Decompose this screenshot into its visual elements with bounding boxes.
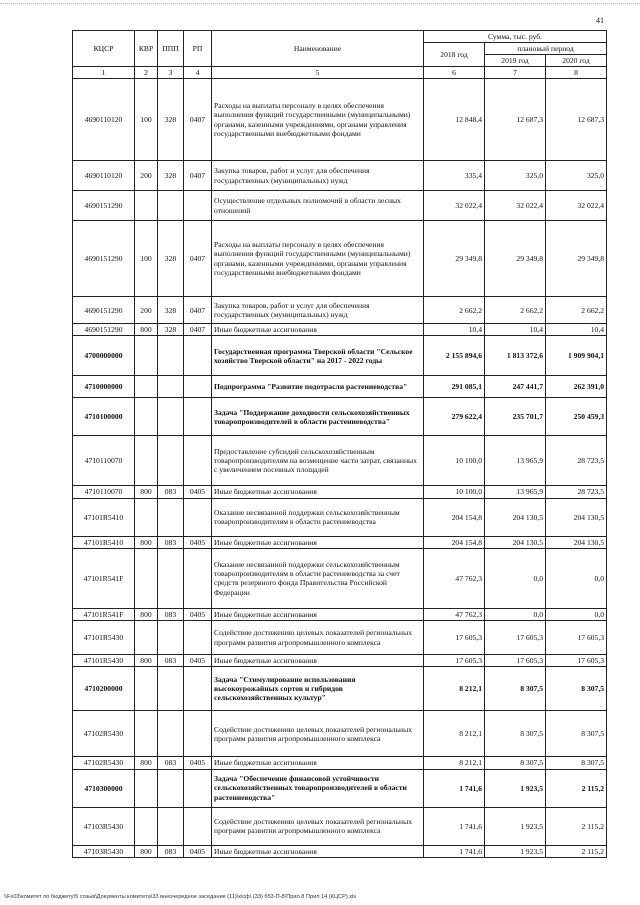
cell-ppp: 083 (158, 608, 184, 620)
cell-name: Закупка товаров, работ и услуг для обеспечения государственных (муниципальных) нужд (212, 297, 424, 324)
budget-table (72, 30, 607, 858)
cell-sum-2020: 0,0 (546, 548, 607, 608)
cell-sum-2018: 8 212,1 (424, 757, 485, 769)
top-border-line (0, 3, 640, 4)
cell-ppp: 328 (158, 161, 184, 191)
table-body (73, 79, 607, 858)
cell-name: Расходы на выплаты персоналу в целях обеспечения выполнения функций государственными (муниципальными) органами, казенными учреждениями, органами управления государственными внебюджетными фондами (212, 221, 424, 297)
cell-kcsr: 4710100000 (73, 398, 135, 436)
table-row (73, 621, 607, 655)
cell-sum-2020: 250 459,3 (546, 398, 607, 436)
cell-sum-2019: 8 307,5 (485, 711, 546, 757)
table-row (73, 324, 607, 336)
cell-sum-2020: 8 307,5 (546, 757, 607, 769)
cell-sum-2020: 2 115,2 (546, 845, 607, 857)
cell-kvr (135, 336, 158, 376)
cell-sum-2020: 17 605,3 (546, 655, 607, 667)
cell-name: Иные бюджетные ассигнования (212, 608, 424, 620)
header-year-2020: 2020 год (546, 55, 607, 67)
cell-sum-2018: 17 605,3 (424, 655, 485, 667)
cell-kvr (135, 807, 158, 845)
cell-sum-2020: 28 723,5 (546, 436, 607, 486)
cell-kcsr: 47102R5430 (73, 711, 135, 757)
cell-kvr: 800 (135, 655, 158, 667)
header-sum: Сумма, тыс. руб. (424, 31, 607, 43)
cell-kcsr: 47103R5430 (73, 845, 135, 857)
table-row (73, 769, 607, 807)
cell-kcsr: 47101R5410 (73, 498, 135, 536)
cell-kcsr: 4700000000 (73, 336, 135, 376)
cell-name: Иные бюджетные ассигнования (212, 845, 424, 857)
cell-sum-2018: 1 741,6 (424, 769, 485, 807)
col-number: 6 (424, 67, 485, 79)
cell-ppp (158, 769, 184, 807)
header-ppp: ППП (158, 31, 184, 67)
cell-kcsr: 4690151290 (73, 324, 135, 336)
cell-sum-2018: 1 741,6 (424, 845, 485, 857)
cell-rp (184, 548, 212, 608)
table-row (73, 336, 607, 376)
cell-sum-2019: 13 965,9 (485, 486, 546, 498)
cell-sum-2018: 29 349,8 (424, 221, 485, 297)
table-row (73, 655, 607, 667)
cell-rp: 0405 (184, 536, 212, 548)
cell-rp (184, 436, 212, 486)
file-path-footer: \\Fs03\комитет по бюджету\5 созыв\Документы комитета\33 внеочередное заседание (11)\к\сф\ (33) б53-П-8\Прил.8 Прил 14 (КЦСР).xls (4, 894, 357, 900)
cell-sum-2019: 13 965,9 (485, 436, 546, 486)
cell-sum-2018: 47 762,3 (424, 608, 485, 620)
page-number: 41 (596, 16, 604, 25)
cell-kvr: 800 (135, 608, 158, 620)
table-row (73, 486, 607, 498)
cell-sum-2020: 10,4 (546, 324, 607, 336)
cell-ppp (158, 498, 184, 536)
cell-sum-2018: 2 662,2 (424, 297, 485, 324)
cell-rp: 0407 (184, 324, 212, 336)
table-row (73, 608, 607, 620)
cell-sum-2019: 2 662,2 (485, 297, 546, 324)
cell-rp: 0405 (184, 757, 212, 769)
cell-kvr (135, 398, 158, 436)
cell-kcsr: 47101R541F (73, 608, 135, 620)
cell-ppp: 083 (158, 536, 184, 548)
col-number: 4 (184, 67, 212, 79)
cell-kvr (135, 548, 158, 608)
cell-sum-2019: 235 701,7 (485, 398, 546, 436)
cell-ppp (158, 398, 184, 436)
table-row (73, 221, 607, 297)
cell-kcsr: 4690151290 (73, 191, 135, 221)
cell-sum-2020: 325,0 (546, 161, 607, 191)
cell-ppp (158, 191, 184, 221)
cell-sum-2020: 2 662,2 (546, 297, 607, 324)
cell-sum-2018: 10 100,0 (424, 486, 485, 498)
table-row (73, 376, 607, 398)
cell-name: Закупка товаров, работ и услуг для обеспечения государственных (муниципальных) нужд (212, 161, 424, 191)
cell-rp (184, 376, 212, 398)
cell-kcsr: 47103R5430 (73, 807, 135, 845)
cell-rp (184, 621, 212, 655)
cell-kcsr: 47102R5430 (73, 757, 135, 769)
cell-name: Расходы на выплаты персоналу в целях обеспечения выполнения функций государственными (муниципальными) органами, казенными учреждениями, органами управления государственными внебюджетными фондами (212, 79, 424, 161)
cell-sum-2019: 247 441,7 (485, 376, 546, 398)
header-kvr: КВР (135, 31, 158, 67)
cell-ppp: 328 (158, 324, 184, 336)
cell-kvr: 100 (135, 221, 158, 297)
cell-rp (184, 807, 212, 845)
cell-sum-2020: 28 723,5 (546, 486, 607, 498)
table-row (73, 398, 607, 436)
cell-rp (184, 191, 212, 221)
cell-kcsr: 47101R541F (73, 548, 135, 608)
cell-rp: 0407 (184, 161, 212, 191)
cell-name: Государственная программа Тверской области "Сельское хозяйство Тверской области" на 2017 - 2022 годы (212, 336, 424, 376)
cell-kcsr: 47101R5410 (73, 536, 135, 548)
table-row (73, 845, 607, 857)
cell-sum-2019: 0,0 (485, 548, 546, 608)
col-number: 7 (485, 67, 546, 79)
cell-sum-2020: 204 130,5 (546, 498, 607, 536)
table-row (73, 191, 607, 221)
cell-kcsr: 4690110120 (73, 79, 135, 161)
cell-sum-2020: 29 349,8 (546, 221, 607, 297)
table-row (73, 161, 607, 191)
cell-rp (184, 336, 212, 376)
cell-kcsr: 4710200000 (73, 667, 135, 711)
cell-name: Оказание несвязанной поддержки сельскохозяйственным товаропроизводителям в области растениеводства за счет средств резервного фонда Правительства Российской Федерации (212, 548, 424, 608)
cell-kvr: 800 (135, 486, 158, 498)
cell-kvr (135, 621, 158, 655)
cell-rp: 0407 (184, 221, 212, 297)
cell-ppp (158, 667, 184, 711)
cell-ppp (158, 711, 184, 757)
cell-sum-2018: 10,4 (424, 324, 485, 336)
cell-kvr: 200 (135, 297, 158, 324)
cell-rp (184, 769, 212, 807)
cell-name: Задача "Стимулирование использования высокоурожайных сортов и гибридов сельскохозяйственных культур" (212, 667, 424, 711)
cell-sum-2020: 1 909 904,1 (546, 336, 607, 376)
cell-sum-2019: 32 022,4 (485, 191, 546, 221)
header-kcsr: КЦСР (73, 31, 135, 67)
cell-kvr: 800 (135, 757, 158, 769)
cell-kcsr: 4710000000 (73, 376, 135, 398)
cell-kvr: 200 (135, 161, 158, 191)
col-number: 2 (135, 67, 158, 79)
cell-sum-2020: 12 687,3 (546, 79, 607, 161)
cell-name: Содействие достижению целевых показателей региональных программ развития агропромышленного комплекса (212, 711, 424, 757)
cell-name: Содействие достижению целевых показателей региональных программ развития агропромышленного комплекса (212, 621, 424, 655)
cell-name: Задача "Обеспечение финансовой устойчивости сельскохозяйственных товаропроизводителей в области растениеводства" (212, 769, 424, 807)
cell-rp: 0405 (184, 608, 212, 620)
cell-sum-2019: 29 349,8 (485, 221, 546, 297)
cell-kvr (135, 711, 158, 757)
cell-ppp: 328 (158, 221, 184, 297)
cell-kvr: 800 (135, 536, 158, 548)
cell-sum-2018: 8 212,1 (424, 667, 485, 711)
cell-rp (184, 498, 212, 536)
cell-sum-2020: 2 115,2 (546, 769, 607, 807)
cell-name: Задача "Поддержание доходности сельскохозяйственных товаропроизводителей в области растениеводства" (212, 398, 424, 436)
cell-sum-2018: 204 154,8 (424, 498, 485, 536)
cell-kcsr: 47101R5430 (73, 655, 135, 667)
cell-sum-2019: 12 687,3 (485, 79, 546, 161)
cell-sum-2018: 2 155 894,6 (424, 336, 485, 376)
col-number: 3 (158, 67, 184, 79)
table-row (73, 667, 607, 711)
cell-sum-2018: 47 762,3 (424, 548, 485, 608)
cell-ppp (158, 336, 184, 376)
cell-kcsr: 4710110070 (73, 486, 135, 498)
cell-ppp (158, 436, 184, 486)
table-row (73, 79, 607, 161)
cell-sum-2019: 17 605,3 (485, 655, 546, 667)
cell-kvr (135, 376, 158, 398)
cell-sum-2019: 325,0 (485, 161, 546, 191)
cell-ppp (158, 376, 184, 398)
cell-rp (184, 398, 212, 436)
cell-sum-2020: 32 022,4 (546, 191, 607, 221)
col-number: 1 (73, 67, 135, 79)
header-name: Наименование (212, 31, 424, 67)
cell-ppp (158, 807, 184, 845)
header-year-2019: 2019 год (485, 55, 546, 67)
cell-sum-2020: 262 391,0 (546, 376, 607, 398)
cell-kvr (135, 769, 158, 807)
cell-rp (184, 711, 212, 757)
table-row (73, 807, 607, 845)
cell-kvr: 800 (135, 324, 158, 336)
cell-sum-2020: 17 605,3 (546, 621, 607, 655)
cell-rp: 0405 (184, 486, 212, 498)
cell-sum-2018: 17 605,3 (424, 621, 485, 655)
table-row (73, 498, 607, 536)
table-row (73, 548, 607, 608)
cell-kcsr: 4710110070 (73, 436, 135, 486)
cell-ppp: 083 (158, 845, 184, 857)
cell-ppp (158, 548, 184, 608)
header-rp: РП (184, 31, 212, 67)
cell-sum-2018: 1 741,6 (424, 807, 485, 845)
cell-sum-2019: 0,0 (485, 608, 546, 620)
cell-sum-2018: 8 212,1 (424, 711, 485, 757)
cell-ppp: 328 (158, 297, 184, 324)
cell-name: Иные бюджетные ассигнования (212, 486, 424, 498)
table-row (73, 536, 607, 548)
cell-sum-2018: 10 100,0 (424, 436, 485, 486)
cell-sum-2019: 1 923,5 (485, 845, 546, 857)
cell-sum-2018: 12 848,4 (424, 79, 485, 161)
cell-name: Предоставление субсидий сельскохозяйственным товаропроизводителям на возмещение части затрат, связанных с увеличением посевных площадей (212, 436, 424, 486)
cell-kcsr: 47101R5430 (73, 621, 135, 655)
header-planned-period: плановый период (485, 43, 607, 55)
cell-rp: 0405 (184, 845, 212, 857)
cell-name: Иные бюджетные ассигнования (212, 655, 424, 667)
cell-rp: 0405 (184, 655, 212, 667)
cell-sum-2019: 1 813 372,6 (485, 336, 546, 376)
cell-sum-2020: 8 307,5 (546, 711, 607, 757)
table-row (73, 757, 607, 769)
cell-sum-2019: 204 130,5 (485, 536, 546, 548)
cell-ppp: 083 (158, 655, 184, 667)
cell-kvr: 800 (135, 845, 158, 857)
cell-sum-2018: 291 085,1 (424, 376, 485, 398)
cell-sum-2019: 17 605,3 (485, 621, 546, 655)
cell-rp: 0407 (184, 79, 212, 161)
cell-sum-2019: 204 130,5 (485, 498, 546, 536)
cell-sum-2019: 10,4 (485, 324, 546, 336)
cell-ppp: 083 (158, 757, 184, 769)
cell-rp (184, 667, 212, 711)
table-row (73, 711, 607, 757)
cell-kvr (135, 436, 158, 486)
cell-sum-2018: 279 622,4 (424, 398, 485, 436)
cell-name: Содействие достижению целевых показателей региональных программ развития агропромышленного комплекса (212, 807, 424, 845)
cell-sum-2019: 8 307,5 (485, 757, 546, 769)
cell-rp: 0407 (184, 297, 212, 324)
cell-sum-2018: 32 022,4 (424, 191, 485, 221)
cell-name: Иные бюджетные ассигнования (212, 536, 424, 548)
cell-name: Иные бюджетные ассигнования (212, 324, 424, 336)
cell-kvr (135, 498, 158, 536)
cell-kcsr: 4710300000 (73, 769, 135, 807)
cell-kcsr: 4690110120 (73, 161, 135, 191)
cell-name: Подпрограмма "Развитие подотрасли растениеводства" (212, 376, 424, 398)
column-number-row (73, 67, 607, 79)
cell-sum-2020: 2 115,2 (546, 807, 607, 845)
cell-ppp (158, 621, 184, 655)
cell-sum-2020: 204 130,5 (546, 536, 607, 548)
cell-kcsr: 4690151290 (73, 297, 135, 324)
cell-kvr: 100 (135, 79, 158, 161)
cell-kcsr: 4690151290 (73, 221, 135, 297)
col-number: 5 (212, 67, 424, 79)
cell-sum-2019: 1 923,5 (485, 807, 546, 845)
header-year-2018: 2018 год (424, 43, 485, 67)
cell-name: Иные бюджетные ассигнования (212, 757, 424, 769)
cell-sum-2018: 204 154,8 (424, 536, 485, 548)
cell-name: Осуществление отдельных полномочий в области лесных отношений (212, 191, 424, 221)
table-row (73, 436, 607, 486)
cell-name: Оказание несвязанной поддержки сельскохозяйственным товаропроизводителям в области растениеводства (212, 498, 424, 536)
cell-sum-2019: 1 923,5 (485, 769, 546, 807)
col-number: 8 (546, 67, 607, 79)
table-row (73, 297, 607, 324)
cell-sum-2019: 8 307,5 (485, 667, 546, 711)
cell-ppp: 328 (158, 79, 184, 161)
cell-sum-2020: 8 307,5 (546, 667, 607, 711)
cell-sum-2018: 335,4 (424, 161, 485, 191)
cell-kvr (135, 191, 158, 221)
cell-kvr (135, 667, 158, 711)
cell-ppp: 083 (158, 486, 184, 498)
cell-sum-2020: 0,0 (546, 608, 607, 620)
